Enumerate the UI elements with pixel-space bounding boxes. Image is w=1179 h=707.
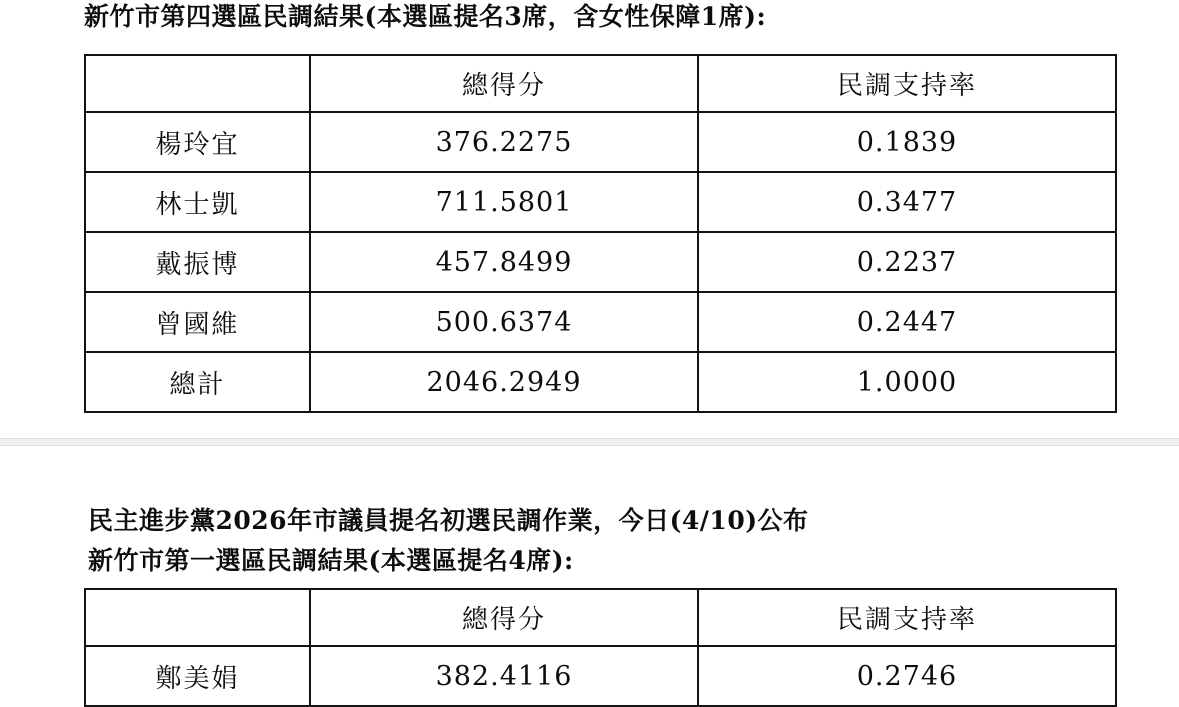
candidate-name: 曾國維 — [85, 292, 310, 352]
section-divider — [0, 438, 1179, 446]
poll-results-table-district-1 — [84, 588, 1117, 707]
column-header-name — [85, 589, 310, 646]
page-title: 新竹市第四選區民調結果(本選區提名3席，含女性保障1席): — [84, 2, 767, 31]
total-label: 總計 — [85, 352, 310, 412]
table-row — [85, 172, 1116, 232]
candidate-name: 戴振博 — [85, 232, 310, 292]
candidate-support-rate: 0.2746 — [698, 646, 1116, 706]
district-title: 新竹市第一選區民調結果(本選區提名4席): — [88, 546, 574, 575]
candidate-total-score: 711.5801 — [310, 172, 698, 232]
column-header-name — [85, 55, 310, 112]
table-row — [85, 112, 1116, 172]
candidate-support-rate: 0.1839 — [698, 112, 1116, 172]
table-row — [85, 646, 1116, 706]
total-score: 2046.2949 — [310, 352, 698, 412]
section-2-heading-block — [88, 504, 809, 578]
candidate-total-score: 500.6374 — [310, 292, 698, 352]
poll-section-district-1 — [0, 446, 1179, 707]
candidate-support-rate: 0.2237 — [698, 232, 1116, 292]
candidate-total-score: 382.4116 — [310, 646, 698, 706]
table-row — [85, 232, 1116, 292]
section-1-heading-block — [84, 4, 766, 34]
candidate-support-rate: 0.3477 — [698, 172, 1116, 232]
table-header-row — [85, 55, 1116, 112]
candidate-total-score: 457.8499 — [310, 232, 698, 292]
column-header-total-score: 總得分 — [310, 55, 698, 112]
table-row — [85, 292, 1116, 352]
poll-results-table-district-4 — [84, 54, 1117, 413]
announcement-line: 民主進步黨2026年市議員提名初選民調作業，今日(4/10)公布 — [88, 506, 809, 535]
table-header-row — [85, 589, 1116, 646]
column-header-total-score: 總得分 — [310, 589, 698, 646]
candidate-total-score: 376.2275 — [310, 112, 698, 172]
table-total-row — [85, 352, 1116, 412]
candidate-name: 楊玲宜 — [85, 112, 310, 172]
column-header-support-rate: 民調支持率 — [698, 55, 1116, 112]
total-support-rate: 1.0000 — [698, 352, 1116, 412]
candidate-name: 林士凱 — [85, 172, 310, 232]
candidate-name: 鄭美娟 — [85, 646, 310, 706]
candidate-support-rate: 0.2447 — [698, 292, 1116, 352]
column-header-support-rate: 民調支持率 — [698, 589, 1116, 646]
